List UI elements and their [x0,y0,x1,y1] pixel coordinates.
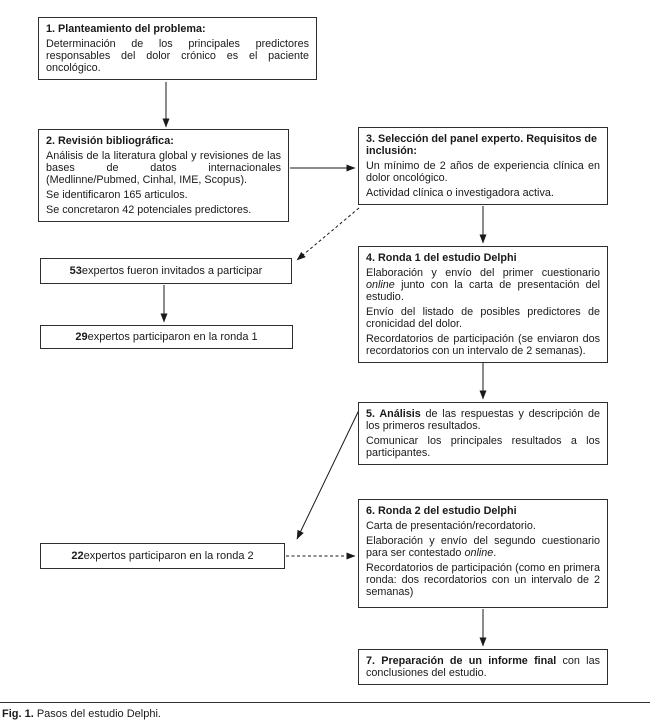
round2-participants-count: 22 [71,550,84,562]
step2-title: 2. Revisión bibliográfica: [46,135,174,147]
step2-body-2: Se identificaron 165 articulos. [46,189,188,201]
round1-participants-count: 29 [75,331,88,343]
step2-body-1: Análisis de la literatura global y revisiones de las bases de datos internacionales (Medlinne/Pubmed, Cinhal, IME, Scopus). [46,150,281,186]
step1-body: Determinación de los principales predictores responsables del dolor crónico es el paciente oncológico. [46,38,309,74]
step3-body-1: Un mínimo de 2 años de experiencia clínica en dolor oncológico. [366,160,600,184]
step5-title-line: 5. Análisis de las respuestas y descripción de los primeros resultados. [366,408,600,432]
step4-round1-box [358,246,608,363]
step6-body-1: Carta de presentación/recordatorio. [366,520,536,532]
figure-caption [2,708,161,721]
figure-caption-text: Pasos del estudio Delphi. [33,708,161,720]
step3-title: 3. Selección del panel experto. Requisitos de inclusión: [366,133,598,157]
invited-experts-label: expertos fueron invitados a participar [81,265,263,277]
step4-body-3: Recordatorios de participación (se enviaron dos recordatorios con un intervalo de 2 semanas). [366,333,600,357]
invited-experts-box [40,258,292,284]
step3-expert-panel-box [358,127,608,205]
step5-body-1: Comunicar los principales resultados a los participantes. [366,435,600,459]
round1-participants-box [40,325,293,349]
step2-body-3: Se concretaron 42 potenciales predictores. [46,204,252,216]
step2-literature-review-box [38,129,289,222]
step4-body-1: Elaboración y envío del primer cuestionario online junto con la carta de presentación del estudio. [366,267,600,303]
step6-body-2: Elaboración y envío del segundo cuestionario para ser contestado online. [366,535,600,559]
dashed-arrow-step3-to-invited [297,208,359,260]
step4-body-2: Envío del listado de posibles predictores de cronicidad del dolor. [366,306,600,330]
invited-experts-count: 53 [69,265,82,277]
step3-body-2: Actividad clínica o investigadora activa. [366,187,554,199]
step5-analysis-box [358,402,608,465]
arrow-step5-to-round2 [297,410,359,539]
step7-body: 7. Preparación de un informe final con las conclusiones del estudio. [366,655,600,679]
step1-problem-box [38,17,317,80]
round2-participants-label: expertos participaron en la ronda 2 [83,550,254,562]
round1-participants-label: expertos participaron en la ronda 1 [87,331,258,343]
step6-round2-box [358,499,608,608]
step1-title: 1. Planteamiento del problema: [46,23,206,35]
step7-final-report-box [358,649,608,685]
round2-participants-box [40,543,285,569]
caption-divider [0,702,650,703]
figure-caption-number: Fig. 1. [2,708,34,720]
step6-title: 6. Ronda 2 del estudio Delphi [366,505,517,517]
step4-title: 4. Ronda 1 del estudio Delphi [366,252,517,264]
step6-body-3: Recordatorios de participación (como en primera ronda: dos recordatorios con un intervalo de 2 semanas) [366,562,600,598]
